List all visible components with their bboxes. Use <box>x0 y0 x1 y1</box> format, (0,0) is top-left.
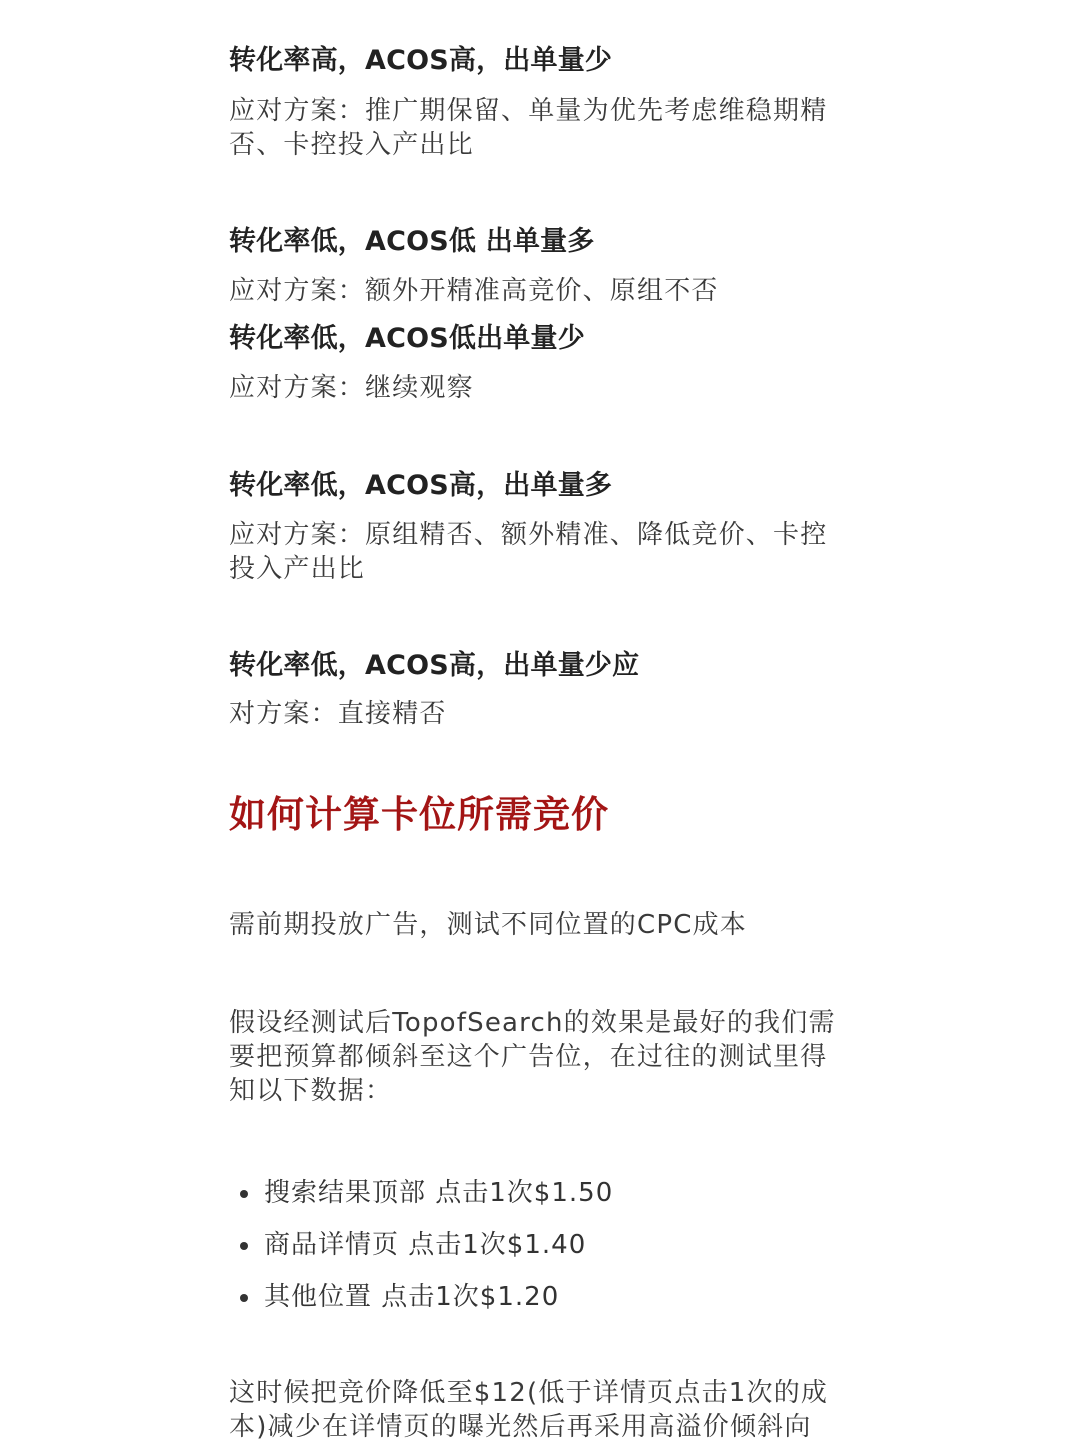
list-item-text: 搜索结果顶部 点击1次$1.50 <box>264 1178 614 1208</box>
section-assumption: 假设经测试后TopofSearch的效果是最好的我们需要把预算都倾斜至这个广告位，在过往的测试里得知以下数据： <box>229 1008 836 1106</box>
list-item-text: 商品详情页 点击1次$1.40 <box>264 1230 587 1260</box>
section-title: 如何计算卡位所需竞价 <box>229 793 609 836</box>
bullet-dot-icon <box>240 1294 248 1302</box>
scenario-heading-4: 转化率低，ACOS高，出单量多 <box>229 470 613 501</box>
section-closing: 这时候把竞价降低至$12(低于详情页点击1次的成本)减少在详情页的曝光然后再采用高溢价倾斜向 <box>229 1378 829 1440</box>
scenario-solution-2: 应对方案：额外开精准高竞价、原组不否 <box>229 276 719 306</box>
scenario-solution-1: 应对方案：推广期保留、单量为优先考虑维稳期精否、卡控投入产出比 <box>229 96 828 160</box>
scenario-solution-5: 对方案：直接精否 <box>229 699 447 729</box>
scenario-heading-1: 转化率高，ACOS高，出单量少 <box>229 45 613 76</box>
scenario-heading-5: 转化率低，ACOS高，出单量少应 <box>229 650 640 681</box>
scenario-solution-3: 应对方案：继续观察 <box>229 373 474 403</box>
section-intro: 需前期投放广告，测试不同位置的CPC成本 <box>229 910 747 940</box>
bullet-dot-icon <box>240 1190 248 1198</box>
list-item-text: 其他位置 点击1次$1.20 <box>264 1282 560 1312</box>
bullet-dot-icon <box>240 1242 248 1250</box>
scenario-heading-3: 转化率低，ACOS低出单量少 <box>229 323 585 354</box>
scenario-heading-2: 转化率低，ACOS低 出单量多 <box>229 226 595 257</box>
scenario-solution-4: 应对方案：原组精否、额外精准、降低竞价、卡控投入产出比 <box>229 520 828 584</box>
